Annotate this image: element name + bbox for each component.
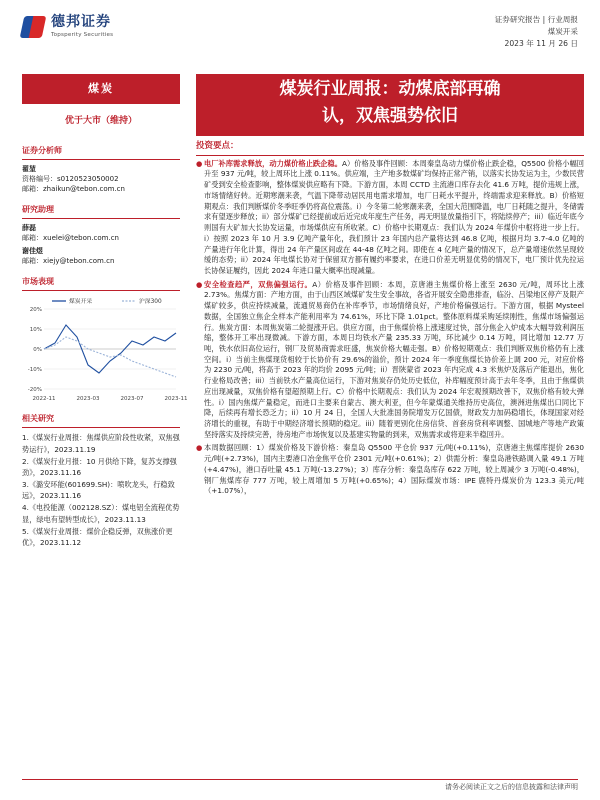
main-content [196, 140, 584, 500]
logo-en: Topsperity Securities [51, 31, 114, 38]
x-tick-label: 2022-11 [32, 396, 56, 403]
related-list [22, 432, 180, 548]
point-1-body: A）价格及事件回顾：本周秦皇岛动力煤价格止跌企稳，Q5500 价格小幅回升至 937 元/吨，较上周环比上涨 0.11%。供应端，主产地多数煤矿均保持正常产销，以落实长协发运为主，少数民营矿受到安全检查影响，整体煤炭供应略有下降。下游方面，本周 CCTD 主流港口库存去化 41.6 万吨，提价违规上涨，市场情绪好转。近期寒潮来袭，气温下降带动居民用电需求增加，电厂日耗水平提升，终端需求迎来释放。B）价格短期观点：我们判断煤价冬季旺季仍将高位震荡。i）今冬第二轮寒潮来袭，全国大范围降温，电厂日耗随之提升，冬储需求有望逐步释放；ii）部分煤矿已经提前或后近完成年度生产任务，再无明显放量指引下，将陆续停产；iii）临近年底今则国有大矿加大长协发运量，市场煤供应有所收紧。C）价格中长期观点：我们认为 2024 年煤价中枢将进一步上行。i）按照 2023 年 10 月 3.9 亿吨产量年化，我们预计 23 年国内总产量将达到 46.8 亿吨，根据月均 3.7-4.0 亿吨的产量进行年化计算，得出 24 年产量区间或在 44-48 亿吨之间。即使在 4 亿吨产量的情况下，总产量增速依然呈现较缓的态势；ii）2024 年电煤长协对于保留双方都有履约率要求，在进口价差无明显优势的情况下，电厂预计优先拉运长协保证履约，因此 2024 年进口量大概率出现减量。 [204, 158, 584, 275]
assistant2-name: 谢佳煜 [22, 247, 43, 256]
sidebar [22, 108, 188, 549]
y-tick-label: 0% [33, 347, 42, 354]
page-header [0, 0, 600, 72]
title-line-1: 煤炭行业周报：动煤底部再确 [279, 79, 501, 99]
point-3 [196, 443, 584, 497]
report-date: 2023 年 11 月 26 日 [504, 39, 578, 49]
key-points-heading: 投资要点： [196, 140, 584, 156]
report-sector: 煤炭开采 [547, 27, 578, 37]
point-1-lead: 电厂补库需求释放，动力煤价格止跌企稳。 [204, 158, 342, 168]
point-2-body: A）价格及事件回顾：本周，京唐港主焦煤价格上涨至 2630 元/吨，周环比上涨 2.73%。焦煤方面：产地方面，由于山西区域煤矿发生安全事故，各省开展安全隐患排查，临汾、吕梁地区停产及限产煤矿较多，供应持续减量，流通贸易商仍在补库季节，市场情绪良好，产地价格偏强运行。下游方面，根据 Mysteel 数据，全国独立焦企全样本产能利用率为 74.61%，环比下降 1.01pct。整体原料煤采购延续刚性，焦煤市场偏强运行。焦炭方面：本周焦炭第二轮提涨开启。供应方面，由于焦煤价格上涨速度过快，部分焦企入炉成本大幅导致利润压缩，整体开工率出现微减。下游方面，本周日均铁水产量 235.33 万吨，环比减少 0.14 万吨，同比增加 12.77 万吨，铁水依旧高位运行，钢厂及贸易商需求旺盛，焦炭价格大幅走强。B）价格短期观点：我们判断双焦价格仍有上涨空间。i）当前主焦煤现货相较于长协价有 29.6%的溢价，预计 2024 年一季度焦煤长协价差上调 200 元，对应价格为 2230 元/吨，将高于 2023 年的均价 2095 元/吨；ii）晋陕蒙省 2023 年内完成 4.3 米焦炉及落后产能退出，焦化行业格局改善；iii）当前铁水产量高位运行，下游对焦炭存仍处历史低位，补库幅度预计高于去年冬季，且由于焦煤供应出现减量，双焦价格有望超预期上行。C）价格中长期观点：我们认为 2024 年宏观预期改善下，双焦价格有较大弹性。i）国内焦煤产量稳定，而进口主要来自蒙古、澳大利亚，但今年蒙煤通关维持历史高位，澳洲进焦煤出口同比下降，后续再有增长恐乏力；ii）10 月 24 日，全国人大批准国务院增发万亿国债，财政发力加码稳增长，体现国家对经济增长的重视，有助于中期经济增长预期的稳定。iii）随着更别化住房信贷、首套房贷利率调整、国城地产等地产政策坚持落实及持续完善，待房地产市场恢复以及基建实物量的到来，双焦需求或将迎来半稳回升。 [204, 279, 584, 439]
related-section-title: 相关研究 [22, 413, 180, 428]
related-item[interactable]: 3.《潞安环能(601699.SH)：喷吹龙头，行稳致远》，2023.11.16 [22, 480, 175, 501]
analyst-section-title: 证券分析师 [22, 145, 180, 160]
report-title [196, 74, 584, 136]
related-item[interactable]: 2.《煤炭行业月报：10 月供给下降，复苏支撑强劲》，2023.11.16 [22, 456, 177, 477]
market-chart-svg [22, 295, 188, 405]
related-item[interactable]: 4.《电投能源（002128.SZ）：煤电铝全流程优势显，绿电有望转型成长》，2023.11.13 [22, 503, 180, 524]
analyst-cert: 资格编号：s0120523050002 [22, 174, 119, 183]
logo-cn: 德邦证券 [51, 14, 111, 31]
x-tick-label: 2023-03 [76, 396, 100, 403]
market-chart [22, 295, 188, 405]
point-1 [196, 159, 584, 277]
legend-label: 煤炭开采 [69, 299, 93, 306]
assistant2-email[interactable]: 邮箱：xiejy@tebon.com.cn [22, 257, 115, 266]
logo-icon [20, 14, 46, 40]
assistant1-email[interactable]: 邮箱：xuelei@tebon.com.cn [22, 234, 119, 243]
title-line-2: 认，双焦强势依旧 [322, 106, 458, 127]
bullet-icon: ● [196, 279, 203, 289]
y-tick-label: 10% [29, 327, 42, 334]
report-meta [495, 14, 578, 50]
point-2 [196, 280, 584, 441]
series-line-hs300 [44, 337, 176, 377]
analyst-name: 翟堃 [22, 164, 36, 173]
footer-disclaimer: 请务必阅读正文之后的信息披露和法律声明 [445, 782, 578, 791]
market-section-title: 市场表现 [22, 276, 180, 291]
assistant-section-title: 研究助理 [22, 204, 180, 219]
y-tick-label: -10% [27, 367, 42, 374]
report-type: 证券研究报告 | 行业周报 [494, 15, 578, 24]
y-tick-label: -20% [27, 387, 42, 394]
industry-band: 煤炭 [22, 74, 180, 104]
related-item[interactable]: 1.《煤炭行业周报：焦煤供应阶段性收紧，双焦强势运行》，2023.11.19 [22, 433, 180, 454]
analyst-email[interactable]: 邮箱：zhaikun@tebon.com.cn [22, 184, 125, 193]
legend-label: 沪深300 [139, 299, 162, 306]
footer-rule [22, 779, 578, 780]
point-2-lead: 安全检查趋严，双焦偏强运行。 [204, 279, 313, 289]
x-tick-label: 2023-07 [120, 396, 144, 403]
rating: 优于大市（维持） [64, 116, 137, 126]
assistant1-name: 薛磊 [22, 223, 36, 232]
point-3-body: 本周数据回顾：1）煤炭价格及下游价格：秦皇岛 Q5500 平仓价 937 元/吨(+0.11%)，京唐港主焦煤库提价 2630 元/吨(+2.73%)，国内主要港口冶金焦平仓价 2301 元/吨(+0.61%)；2）供需分析：秦皇岛港铁路调入量 49.1 万吨(+4.47%)，港口吞吐量 45.1 万吨(-13.27%)；3）库存分析：秦皇岛库存 622 万吨，较上周减少 3 万吨(-0.48%)，钢厂焦煤库存 777 万吨，较上周增加 5 万吨(+0.65%)；4）国际煤炭市场：IPE 鹿特丹煤炭价为 123.3 美元/吨（+1.07%）， [204, 443, 584, 496]
x-tick-label: 2023-11 [164, 396, 188, 403]
bullet-icon: ● [196, 158, 203, 168]
y-tick-label: 20% [29, 307, 42, 314]
company-logo [20, 14, 113, 40]
related-item[interactable]: 5.《煤炭行业周报：煤价企稳反弹，双焦涨价更优》，2023.11.12 [22, 526, 173, 547]
bullet-icon: ● [196, 443, 203, 453]
